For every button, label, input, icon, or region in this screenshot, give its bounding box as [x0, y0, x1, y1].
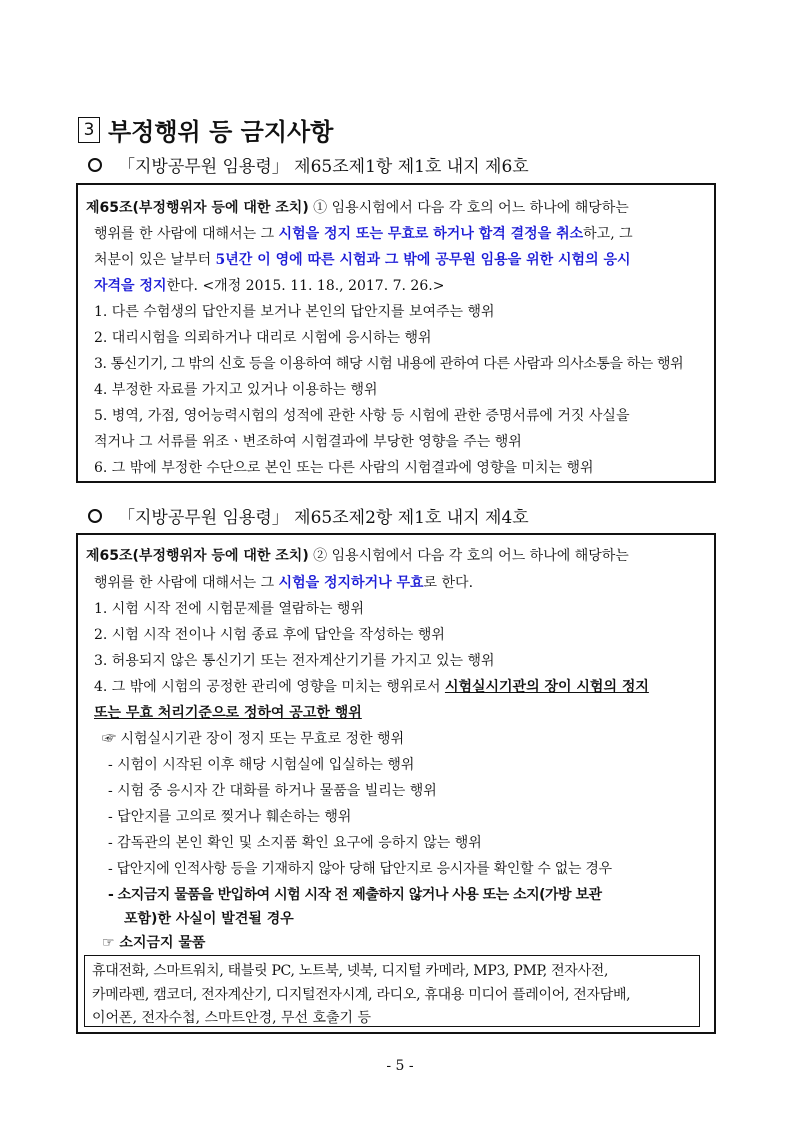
- circle-bullet-icon: [88, 158, 102, 172]
- box2-dash-1: - 시험이 시작된 이후 해당 시험실에 입실하는 행위: [108, 757, 415, 773]
- box1-item-2: 2. 대리시험을 의뢰하거나 대리로 시험에 응시하는 행위: [94, 330, 432, 346]
- page-number: - 5 -: [386, 1058, 414, 1074]
- box2-note-2: ☞ 소지금지 물품: [102, 935, 206, 951]
- box1-l2b: 시험을 정지 또는 무효로 하거나 합격 결정을 취소: [278, 226, 584, 242]
- box1-l2a: 행위를 한 사람에 대해서는 그: [94, 226, 279, 242]
- box2-dash-3: - 답안지를 고의로 찢거나 훼손하는 행위: [108, 809, 352, 825]
- circle-bullet-icon: [88, 509, 102, 523]
- box2-dash-6: - 소지금지 물품을 반입하여 시험 시작 전 제출하지 않거나 사용 또는 소지(가방 보관: [108, 887, 602, 903]
- box1-l2c: 하고, 그: [583, 226, 633, 242]
- box2-item-4: [94, 676, 649, 696]
- box2-item-3: 3. 허용되지 않은 통신기기 또는 전자계산기기를 가지고 있는 행위: [94, 653, 495, 669]
- box1-line-3: [94, 249, 631, 269]
- box1-l4b: 한다. <개정 2015. 11. 18., 2017. 7. 26.>: [166, 278, 445, 294]
- box2-item-1: 1. 시험 시작 전에 시험문제를 열람하는 행위: [94, 601, 364, 617]
- box2-item-2: 2. 시험 시작 전이나 시험 종료 후에 답안을 작성하는 행위: [94, 627, 445, 643]
- banned-line-3: 이어폰, 전자수첩, 스마트안경, 무선 호출기 등: [92, 1010, 372, 1026]
- box1-l4a: 자격을 정지: [94, 278, 167, 294]
- box2-l1: ② 임용시험에서 다음 각 호의 어느 하나에 해당하는: [308, 548, 629, 564]
- box1-item-5: 5. 병역, 가점, 영어능력시험의 성적에 관한 사항 등 시험에 관한 증명서류에 거짓 사실을: [94, 408, 630, 424]
- subheading-1: [88, 152, 529, 177]
- box2-note-1: ☞ 시험실시기관 장이 정지 또는 무효로 정한 행위: [102, 731, 405, 747]
- banned-line-2: 카메라펜, 캠코더, 전자계산기, 디지털전자시계, 라디오, 휴대용 미디어 플레이어, 전자담배,: [92, 987, 631, 1003]
- box2-i4c: 또는 무효 처리기준으로 정하여 공고한 행위: [94, 705, 362, 721]
- box1-item-5-cont: 적거나 그 서류를 위조ㆍ변조하여 시험결과에 부당한 영향을 주는 행위: [94, 434, 522, 450]
- box2-dash-2: - 시험 중 응시자 간 대화를 하거나 물품을 빌리는 행위: [108, 783, 437, 799]
- box1-line-4: [94, 275, 444, 295]
- box1-heading: 제65조(부정행위자 등에 대한 조치): [86, 200, 309, 216]
- box2-line-2: [94, 572, 473, 592]
- box1-item-6: 6. 그 밖에 부정한 수단으로 본인 또는 다른 사람의 시험결과에 영향을 미치는 행위: [94, 460, 594, 476]
- box1-item-3: 3. 통신기기, 그 밖의 신호 등을 이용하여 해당 시험 내용에 관하여 다른 사람과 의사소통을 하는 행위: [94, 356, 684, 372]
- subheading-1-text: 「지방공무원 임용령」 제65조제1항 제1호 내지 제6호: [118, 157, 529, 177]
- box1-l3b: 5년간 이 영에 따른 시험과 그 밖에 공무원 임용을 위한 시험의 응시: [215, 252, 631, 268]
- box2-line-1: [86, 545, 629, 565]
- box1-line-1: [86, 197, 629, 217]
- box1-l3a: 처분이 있은 날부터: [94, 252, 216, 268]
- box2-i4b: 시험실시기관의 장이 시험의 정지: [444, 679, 649, 695]
- section-title-text: 부정행위 등 금지사항: [108, 118, 334, 146]
- subheading-2-text: 「지방공무원 임용령」 제65조제2항 제1호 내지 제4호: [118, 508, 529, 528]
- section-number: 3: [78, 117, 100, 143]
- box2-l2c: 로 한다.: [423, 575, 474, 591]
- box2-dash-5: - 답안지에 인적사항 등을 기재하지 않아 당해 답안지로 응시자를 확인할 수 없는 경우: [108, 861, 612, 877]
- box2-heading: 제65조(부정행위자 등에 대한 조치): [86, 548, 309, 564]
- section-title: [78, 112, 333, 147]
- box1-item-1: 1. 다른 수험생의 답안지를 보거나 본인의 답안지를 보여주는 행위: [94, 304, 495, 320]
- subheading-2: [88, 503, 529, 528]
- box2-l2b: 시험을 정지하거나 무효: [278, 575, 424, 591]
- box2-dash-6-cont: 포함)한 사실이 발견될 경우: [124, 911, 294, 927]
- box1-item-4: 4. 부정한 자료를 가지고 있거나 이용하는 행위: [94, 382, 378, 398]
- box2-i4a: 4. 그 밖에 시험의 공정한 관리에 영향을 미치는 행위로서: [94, 679, 445, 695]
- banned-line-1: 휴대전화, 스마트워치, 태블릿 PC, 노트북, 넷북, 디지털 카메라, MP3, PMP, 전자사전,: [92, 963, 609, 979]
- box2-dash-4: - 감독관의 본인 확인 및 소지품 확인 요구에 응하지 않는 행위: [108, 835, 482, 851]
- box2-item-4-cont: [94, 702, 362, 722]
- box2-l2a: 행위를 한 사람에 대해서는 그: [94, 575, 279, 591]
- box1-line-2: [94, 223, 633, 243]
- box1-l1: ① 임용시험에서 다음 각 호의 어느 하나에 해당하는: [308, 200, 629, 216]
